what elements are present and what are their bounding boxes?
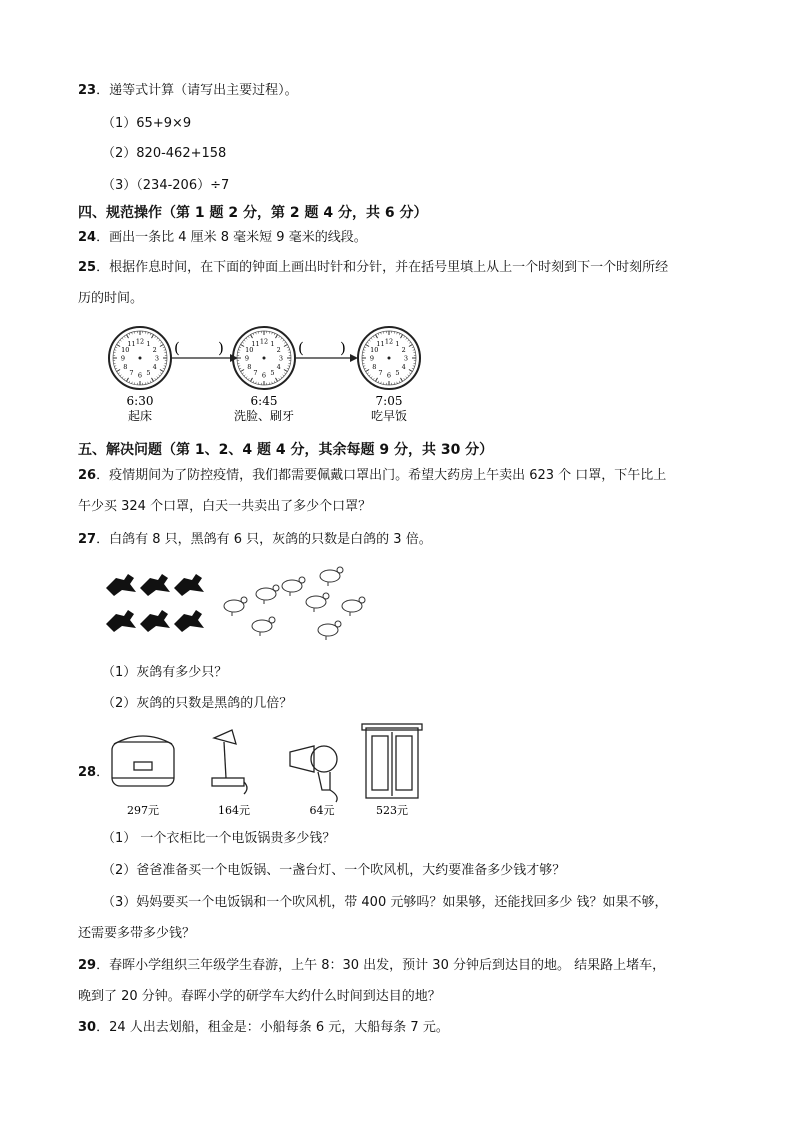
clock-numeral: 1 <box>395 339 400 348</box>
paren-2-left[interactable]: ( <box>298 339 304 357</box>
clock-numeral: 5 <box>146 369 151 378</box>
q23-item-1: （1）65+9×9 <box>102 116 192 131</box>
clock-center <box>263 357 266 360</box>
black-pigeon-icon <box>174 610 204 632</box>
clock-numeral: 11 <box>251 339 260 348</box>
white-pigeon-icon <box>320 567 343 586</box>
clock-3-label: 吃早饭 <box>370 409 408 423</box>
white-pigeons <box>224 567 365 640</box>
clock-numeral: 8 <box>123 363 128 371</box>
clock-1-label: 起床 <box>127 409 153 423</box>
q27-number: 27 <box>78 532 97 547</box>
q27-stem <box>78 531 432 549</box>
desk-lamp-icon <box>212 730 247 794</box>
clock-diagram <box>0 318 794 428</box>
q28-number: 28 <box>78 765 97 780</box>
white-pigeon-icon <box>252 617 275 636</box>
clock-numeral: 3 <box>278 354 284 363</box>
paren-1-right[interactable]: ) <box>218 339 224 357</box>
clock-numeral: 9 <box>369 354 375 363</box>
clock-numeral: 2 <box>401 346 406 354</box>
q28-item-3-cont: 还需要多带多少钱？ <box>78 926 196 941</box>
clock-numeral: 7 <box>378 369 383 378</box>
clock-numeral: 3 <box>154 354 160 363</box>
clock-numeral: 5 <box>395 369 400 378</box>
white-pigeon-icon <box>342 597 365 616</box>
clock-numeral: 2 <box>276 346 281 354</box>
pigeons-illustration <box>104 566 374 646</box>
section-4-title: 四、规范操作（第 1 题 2 分，第 2 题 4 分，共 6 分） <box>78 205 428 221</box>
clock-numeral: 10 <box>370 346 379 354</box>
clock-numeral: 8 <box>372 363 377 371</box>
paren-1-left[interactable]: ( <box>174 339 180 357</box>
clock-numeral: 6 <box>261 371 267 380</box>
rice-cooker-price: 297元 <box>127 804 159 817</box>
q23-item-3: （3）（234-206）÷7 <box>102 178 230 193</box>
white-pigeon-icon <box>256 585 279 604</box>
q24-number: 24 <box>78 230 97 245</box>
clock-numeral: 9 <box>120 354 126 363</box>
q28-item-1: （1） 一个衣柜比一个电饭锅贵多少钱？ <box>102 831 336 846</box>
q23-item-2: （2）820-462+158 <box>102 146 227 161</box>
clock-face-2[interactable] <box>233 327 295 389</box>
q30-number: 30 <box>78 1020 97 1035</box>
clock-center <box>139 357 142 360</box>
clock-numeral: 7 <box>253 369 258 378</box>
q28-item-2: （2）爸爸准备买一个电饭锅、一盏台灯、一个吹风机，大约要准备多少钱才够？ <box>102 863 566 878</box>
clock-numeral: 9 <box>244 354 250 363</box>
clock-face-3[interactable] <box>358 327 420 389</box>
clock-numeral: 12 <box>384 337 394 346</box>
q24-text: ．画出一条比 4 厘米 8 毫米短 9 毫米的线段。 <box>96 230 367 245</box>
clock-numeral: 12 <box>259 337 269 346</box>
black-pigeon-icon <box>140 610 170 632</box>
q25-stem <box>78 259 668 277</box>
clock-numeral: 5 <box>270 369 275 378</box>
clock-numeral: 11 <box>376 339 385 348</box>
q27-text: ．白鸽有 8 只，黑鸽有 6 只，灰鸽的只数是白鸽的 3 倍。 <box>96 532 432 547</box>
clock-numeral: 1 <box>270 339 275 348</box>
section-5-title: 五、解决问题（第 1、2、4 题 4 分，其余每题 9 分，共 30 分） <box>78 442 494 458</box>
q27-item-2: （2）灰鸽的只数是黑鸽的几倍？ <box>102 696 293 711</box>
clock-numeral: 6 <box>386 371 392 380</box>
clock-numeral: 4 <box>152 363 157 371</box>
white-pigeon-icon <box>318 621 341 640</box>
white-pigeon-icon <box>224 597 247 616</box>
q29-text-line2: 晚到了 20 分钟。春晖小学的研学车大约什么时间到达目的地？ <box>78 989 441 1004</box>
q23-stem <box>78 82 298 100</box>
clock-numeral: 10 <box>245 346 254 354</box>
clock-3-time: 7:05 <box>375 394 403 408</box>
q26-text-line1: ．疫情期间为了防控疫情，我们都需要佩戴口罩出门。希望大药房上午卖出 623 个 口罩，下午比上 <box>96 468 667 483</box>
black-pigeon-icon <box>140 574 170 596</box>
black-pigeon-icon <box>106 574 136 596</box>
rice-cooker-icon <box>112 736 174 786</box>
clock-numeral: 7 <box>129 369 134 378</box>
q28-stem: 28． <box>78 765 110 780</box>
clock-numeral: 10 <box>121 346 130 354</box>
black-pigeon-icon <box>174 574 204 596</box>
q25-text-line1: ．根据作息时间，在下面的钟面上画出时针和分针，并在括号里填上从上一个时刻到下一个时刻所经 <box>96 260 669 275</box>
wardrobe-price: 523元 <box>376 804 408 817</box>
clock-numeral: 8 <box>247 363 252 371</box>
clock-numeral: 3 <box>403 354 409 363</box>
clock-face-1[interactable] <box>109 327 171 389</box>
products-illustration <box>104 722 444 822</box>
q29-number: 29 <box>78 958 97 973</box>
clock-numeral: 2 <box>152 346 157 354</box>
clock-2-label: 洗脸、刷牙 <box>233 409 295 423</box>
q28-item-3: （3）妈妈要买一个电饭锅和一个吹风机，带 400 元够吗？如果够，还能找回多少 钱？如果不够， <box>102 895 668 910</box>
clock-center <box>388 357 391 360</box>
hair-dryer-icon <box>290 746 337 802</box>
q23-text: ．递等式计算（请写出主要过程）。 <box>96 83 298 98</box>
q29-text-line1: ．春晖小学组织三年级学生春游，上午 8：30 出发，预计 30 分钟后到达目的地。 结果路上堵车， <box>96 958 666 973</box>
q25-number: 25 <box>78 260 97 275</box>
q25-text-line2: 历的时间。 <box>78 291 144 306</box>
clock-1-time: 6:30 <box>126 394 154 408</box>
clock-numeral: 6 <box>137 371 143 380</box>
clock-numeral: 4 <box>276 363 281 371</box>
white-pigeon-icon <box>282 577 305 596</box>
hair-dryer-price: 64元 <box>309 804 335 817</box>
clock-2-time: 6:45 <box>250 394 278 408</box>
clock-numeral: 12 <box>135 337 145 346</box>
q26-number: 26 <box>78 468 97 483</box>
q26-stem <box>78 467 666 485</box>
q24-stem <box>78 229 367 247</box>
q23-number: 23 <box>78 83 97 98</box>
clock-numeral: 11 <box>127 339 136 348</box>
arrow-2-head <box>350 354 358 362</box>
q30-stem <box>78 1019 449 1037</box>
black-pigeon-icon <box>106 610 136 632</box>
q30-text: ．24 人出去划船，租金是：小船每条 6 元，大船每条 7 元。 <box>96 1020 449 1035</box>
black-pigeons <box>106 574 204 632</box>
desk-lamp-price: 164元 <box>218 804 250 817</box>
q26-text-line2: 午少买 324 个口罩，白天一共卖出了多少个口罩？ <box>78 499 372 514</box>
clock-numeral: 4 <box>401 363 406 371</box>
clock-numeral: 1 <box>146 339 151 348</box>
wardrobe-icon <box>362 724 422 798</box>
paren-2-right[interactable]: ) <box>340 339 346 357</box>
q29-stem <box>78 957 665 975</box>
white-pigeon-icon <box>306 593 329 612</box>
q27-item-1: （1）灰鸽有多少只？ <box>102 665 228 680</box>
